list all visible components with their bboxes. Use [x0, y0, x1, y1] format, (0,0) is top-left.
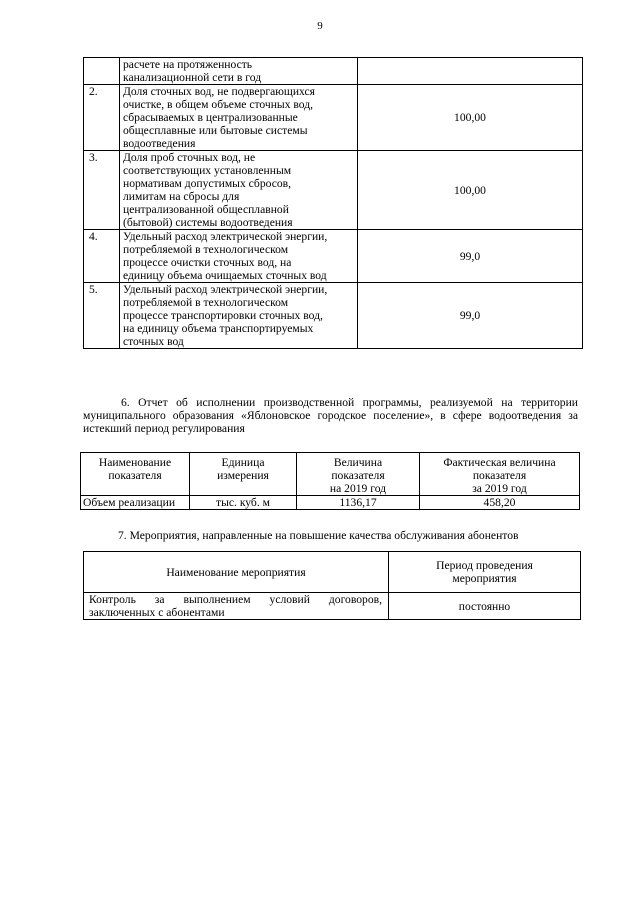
indicator-name-line: на единицу объема транспортируемых [123, 322, 314, 335]
indicator-value: 99,0 [358, 283, 583, 349]
indicator-name-line: Доля проб сточных вод, не [123, 151, 256, 164]
indicator-value: 99,0 [358, 230, 583, 283]
report-cell: 1136,17 [297, 496, 420, 510]
table-row [84, 593, 581, 620]
indicator-name-line: централизованной общесплавной [123, 203, 289, 216]
table-row [84, 151, 583, 230]
indicator-name-line: водоотведения [123, 137, 196, 150]
table-row [84, 85, 583, 151]
report-header-line: показателя [331, 469, 385, 482]
indicator-name [120, 85, 358, 151]
measures-table [83, 551, 581, 620]
indicator-name-line: канализационной сети в год [123, 71, 262, 84]
indicator-name-line: общесплавные или бытовые системы [123, 124, 308, 137]
indicator-value: 100,00 [358, 151, 583, 230]
row-number: 3. [84, 151, 120, 230]
measure-name: Контроль за выполнением условий договоров, заключенных с абонентами [84, 593, 389, 620]
indicator-name [120, 151, 358, 230]
report-header-line: Величина [333, 456, 383, 469]
report-header-line: на 2019 год [329, 482, 387, 495]
indicator-value: 100,00 [358, 85, 583, 151]
row-number: 5. [84, 283, 120, 349]
indicator-name-line: сточных вод [123, 335, 184, 348]
indicator-name-line: Доля сточных вод, не подвергающихся [123, 85, 315, 98]
report-header-line: за 2019 год [472, 482, 527, 495]
measures-header-name: Наименование мероприятия [84, 552, 389, 593]
indicator-name [120, 283, 358, 349]
report-table [80, 452, 580, 510]
indicator-name-line: (бытовой) системы водоотведения [123, 216, 293, 229]
indicator-name-line: лимитам на сбросы для [123, 190, 240, 203]
row-number [84, 58, 120, 85]
indicator-name-line: нормативам допустимых сбросов, [123, 177, 292, 190]
indicator-name-line: единицу объема очищаемых сточных вод [123, 269, 327, 282]
indicator-value [358, 58, 583, 85]
indicator-name-line: потребляемой в технологическом [123, 243, 289, 256]
indicator-name-line: Удельный расход электрической энергии, [123, 230, 328, 243]
report-header-line: показателя [472, 469, 527, 482]
table-row [84, 58, 583, 85]
indicator-name-line: потребляемой в технологическом [123, 296, 289, 309]
measure-period: постоянно [389, 593, 581, 620]
page-number: 9 [317, 20, 323, 32]
report-header-line: Фактическая величина [443, 456, 556, 469]
report-cell: тыс. куб. м [190, 496, 297, 510]
row-number: 2. [84, 85, 120, 151]
report-header [190, 453, 297, 496]
report-header [420, 453, 580, 496]
report-cell: 458,20 [420, 496, 580, 510]
indicator-name-line: сбрасываемых в централизованные [123, 111, 298, 124]
table-row [81, 496, 580, 510]
table-row [84, 283, 583, 349]
indicators-table [83, 57, 583, 349]
indicator-name-line: процессе транспортировки сточных вод, [123, 309, 323, 322]
report-header-line: Единица [221, 456, 265, 469]
measures-header-period: Период проведения мероприятия [389, 552, 581, 593]
report-header-line: измерения [217, 469, 269, 482]
indicator-name-line: процессе очистки сточных вод, на [123, 256, 292, 269]
indicator-name-line: расчете на протяженность [123, 58, 253, 71]
indicator-name [120, 230, 358, 283]
report-header [81, 453, 190, 496]
row-number: 4. [84, 230, 120, 283]
report-cell: Объем реализации [81, 496, 190, 510]
report-header-line: Наименование [98, 456, 172, 469]
section-6-paragraph: 6. Отчет об исполнении производственной программы, реализуемой на территории муниципального образования «Яблоновское городское поселение», в сфере водоотведения за истекший период регулирования [83, 396, 578, 435]
indicator-name-line: Удельный расход электрической энергии, [123, 283, 328, 296]
indicator-name [120, 58, 358, 85]
report-header-line: показателя [108, 469, 162, 482]
section-7-heading: 7. Мероприятия, направленные на повышение качества обслуживания абонентов [118, 529, 519, 542]
report-header [297, 453, 420, 496]
indicator-name-line: очистке, в общем объеме сточных вод, [123, 98, 314, 111]
indicator-name-line: соответствующих установленным [123, 164, 292, 177]
table-row [84, 230, 583, 283]
